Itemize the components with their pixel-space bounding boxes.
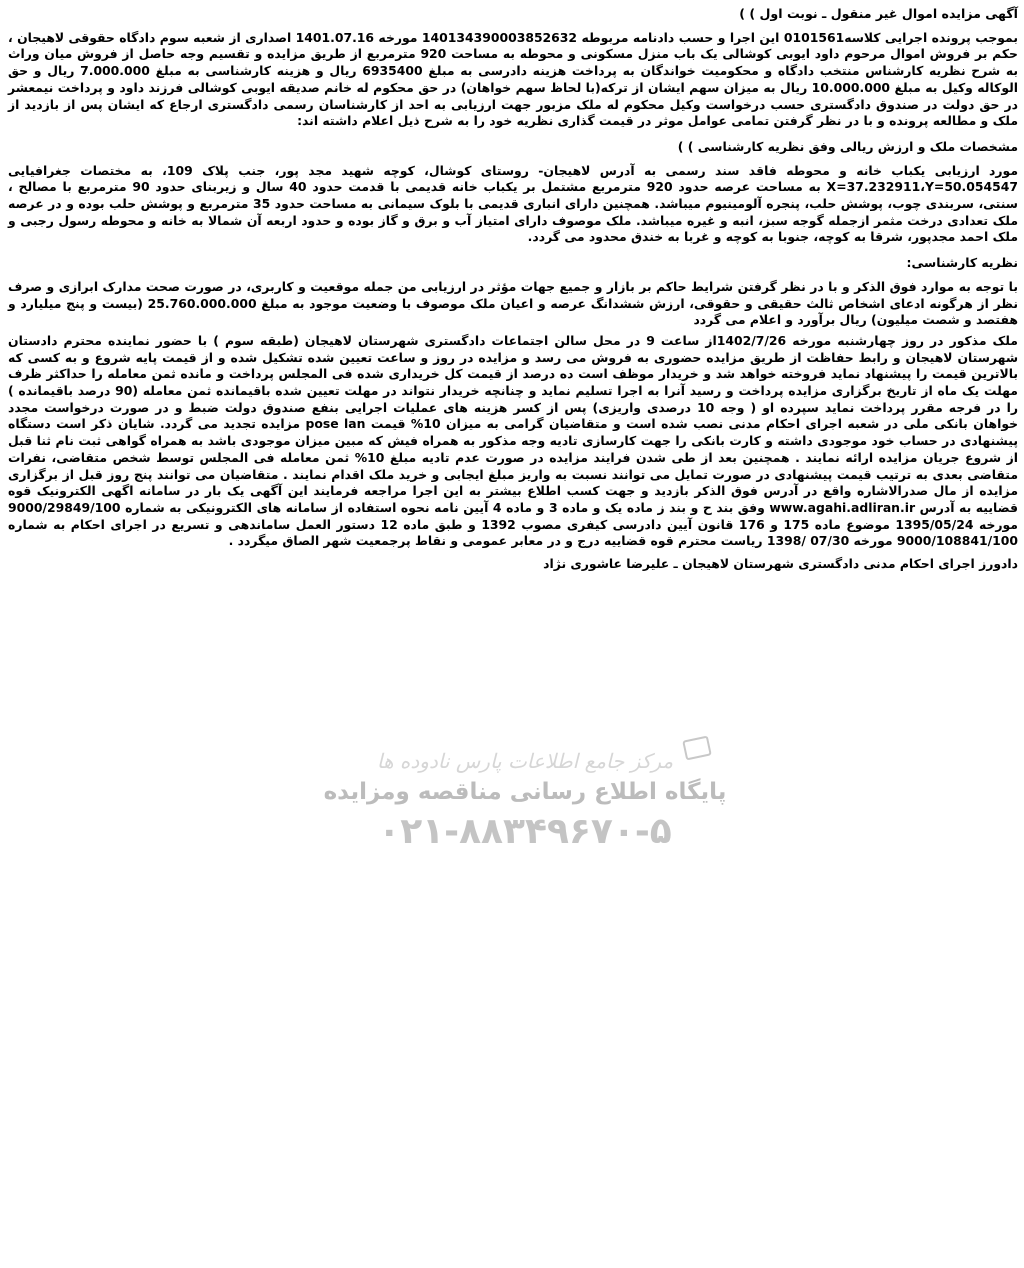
opinion-heading: نظریه کارشناسی: [906, 255, 1018, 271]
intro-paragraph: بموجب پرونده اجرایی کلاسه0101561 این اجرا و حسب دادنامه مربوطه 140134390003852632 مورخه 1401.07.16 اصداری از شعبه سوم دادگاه حقوقی لاهیجان ، حکم بر فروش اموال مرحوم داود ایوبی کوشالی یک باب منزل مسکونی و محوطه به مساحت 920 مترمربع از طریق مزایده و تقسیم وجه حاصل از فروش میان وراث به شرح نظریه کارشناس منتخب دادگاه و محکومیت خواندگان به پرداخت هزینه دادرسی به مبلغ 6935400 ریال و هزینه کارشناسی به مبلغ 7.000.000 ریال و حق الوکاله وکیل به مبلغ 10.000.000 ریال به میزان سهم ایشان از ترکه(با لحاظ سهم خواهان) در حق محکوم له خانم صدیقه ایوبی کوشالی فرزند داود و پرداخت نیمعشر در حق دولت در صندوق دادگستری حسب درخواست وکیل محکوم له ملک مزبور جهت ارزیابی به احد از کارشناسان رسمی دادگستری ارجاع که ایشان پس از بازدید از ملک و مطالعه پرونده و با در نظر گرفتن تمامی عوامل موثر در قیمت گذاری نظریه خود را به شرح ذیل اعلام داشته اند: [8, 29, 1018, 129]
watermark-portal-name: پایگاه اطلاع رسانی مناقصه ومزایده [323, 779, 727, 805]
watermark-logo-icon [682, 736, 712, 761]
watermark-brand: مرکز جامع اطلاعات پارس نادوده ها [376, 749, 674, 773]
auction-notice [8, 6, 1018, 573]
auction-paragraph: ملک مذکور در روز چهارشنبه مورخه 1402/7/26از ساعت 9 در محل سالن اجتماعات دادگستری شهرستان لاهیجان (طبقه سوم ) با حضور نماینده محترم دادستان شهرستان لاهیجان و رابط حفاظت از طریق مزایده حضوری به فروش می رسد و مزایده در روز و ساعت تعیین شده تشکیل شده و از قیمت پایه شروع و به کسی که بالاترین قیمت را پیشنهاد نماید فروخته خواهد شد و خریدار موظف است ده درصد از قیمت کل خریداری شده فی المجلس پرداخت و مانده ثمن معامله را حداکثر ظرف مهلت یک ماه از تاریخ برگزاری مزایده پرداخت و رسید آنرا به اجرا تسلیم نماید و چنانچه خریدار نتواند در مهلت تعیین شده باقیمانده ثمن معامله (90 درصد باقیمانده ) را در فرجه مقرر پرداخت نماید سپرده او ( وجه 10 درصدی واریزی) پس از کسر هزینه های عملیات اجرایی بنفع صندوق دولت ضبط و در صورت درخواست مجدد خواهان بانکی ملی در شعبه اجرای احکام مدنی نصب شده است و متقاضیان گرامی به میزان 10% قیمت pose lan مزایده تجدید می گردد. شایان ذکر است دستگاه پیشنهادی در حساب خود موجودی داشته و کارت بانکی را جهت کارسازی تادیه وجه مذکور به همراه فیش که مبین میزان موجودی باشد به همراه گواهی ثبت نام ثنا قبل از شروع جریان مزایده ارائه نمایند . همچنین بعد از طی شدن فرایند مزایده در صورت عدم تادیه مبلغ 10% ثمن معامله فی المجلس توسط شخص متقاضی، نفرات متقاضی بعدی به ترتیب قیمت پیشنهادی در صورت تمایل می توانند نسبت به واریز مبلغ ایجابی و خرید ملک اقدام نمایند . متقاضیان می توانند پنج روز قبل از برگزاری مزایده از مال صدرالاشاره واقع در آدرس فوق الذکر بازدید و جهت کسب اطلاع بیشتر به این اجرا مراجعه فرمایند این آگهی یک بار در سامانه اگهی الکترونیک قوه قضاییه به آدرس www.agahi.adliran.ir وفق بند ح و بند ز ماده یک و ماده 3 و ماده 4 آیین نامه نحوه استفاده از سامانه های الکترونیکی به شماره 9000/29849/100 مورخه 1395/05/24 موضوع ماده 175 و 176 قانون آیین دادرسی کیفری مصوب 1392 و طبق ماده 12 دستور العمل ساماندهی و تسریع در اجرای احکام به شماره 9000/108841/100 مورخه 07/30 /1398 ریاست محترم قوه قضاییه درج و در معابر عمومی و نقاط پرجمعیت شهر الصاق میگردد . [8, 332, 1019, 549]
notice-title: آگهی مزایده اموال غیر منقول ـ نوبت اول ) ) [739, 6, 1018, 21]
specs-paragraph: مورد ارزیابی یکباب خانه و محوطه فاقد سند رسمی به آدرس لاهیجان- روستای کوشال، کوچه شهید مجد پور، جنب پلاک 109، به مختصات جغرافیایی X=37.232911،Y=50.054547 به مساحت عرصه حدود 920 مترمربع مشتمل بر یکباب خانه قدیمی با قدمت حدود 40 سال و زیربنای حدود 90 مترمربع با مصالح ، سنتی، سربندی چوب، پوشش حلب، پنجره آلومینیوم میباشد. همچنین دارای انباری قدیمی با بلوک سیمانی به مساحت حدود 35 مترمربع و پوشش حلب بوده و در عرصه ملک تعدادی درخت مثمر ازجمله گوجه سبز، انبه و غیره میباشد. ملک موصوف دارای امتیاز آب و برق و گاز بوده و حدود اربعه آن شمالا به خانه و محوطه رسول رجبی و ملک احمد مجدپور، شرقا به کوچه، جنوبا به کوچه و غربا به خندق محدود می گردد. [8, 162, 1018, 245]
opinion-paragraph: با توجه به موارد فوق الذکر و با در نظر گرفتن شرایط حاکم بر بازار و جمیع جهات مؤثر در ارزیابی من جمله موقعیت و کاربری، در صورت صحت مدارک ابرازی و صرف نظر از هرگونه ادعای اشخاص ثالث حقیقی و حقوقی، ارزش ششدانگ عرصه و اعیان ملک موصوف با وضعیت موجود به مبلغ 25.760.000.000 (بیست و پنج میلیارد و هفتصد و شصت میلیون) ریال برآورد و اعلام می گردد [8, 278, 1018, 328]
watermark [300, 748, 750, 854]
watermark-phone: ۰۲۱-۸۸۳۴۹۶۷۰-۵ [378, 811, 672, 852]
signature-line: دادورز اجرای احکام مدنی دادگستری شهرستان لاهیجان ـ علیرضا عاشوری نژاد [543, 556, 1018, 572]
specs-heading: مشخصات ملک و ارزش ریالی وفق نظریه کارشناسی ) ) [677, 138, 1018, 154]
